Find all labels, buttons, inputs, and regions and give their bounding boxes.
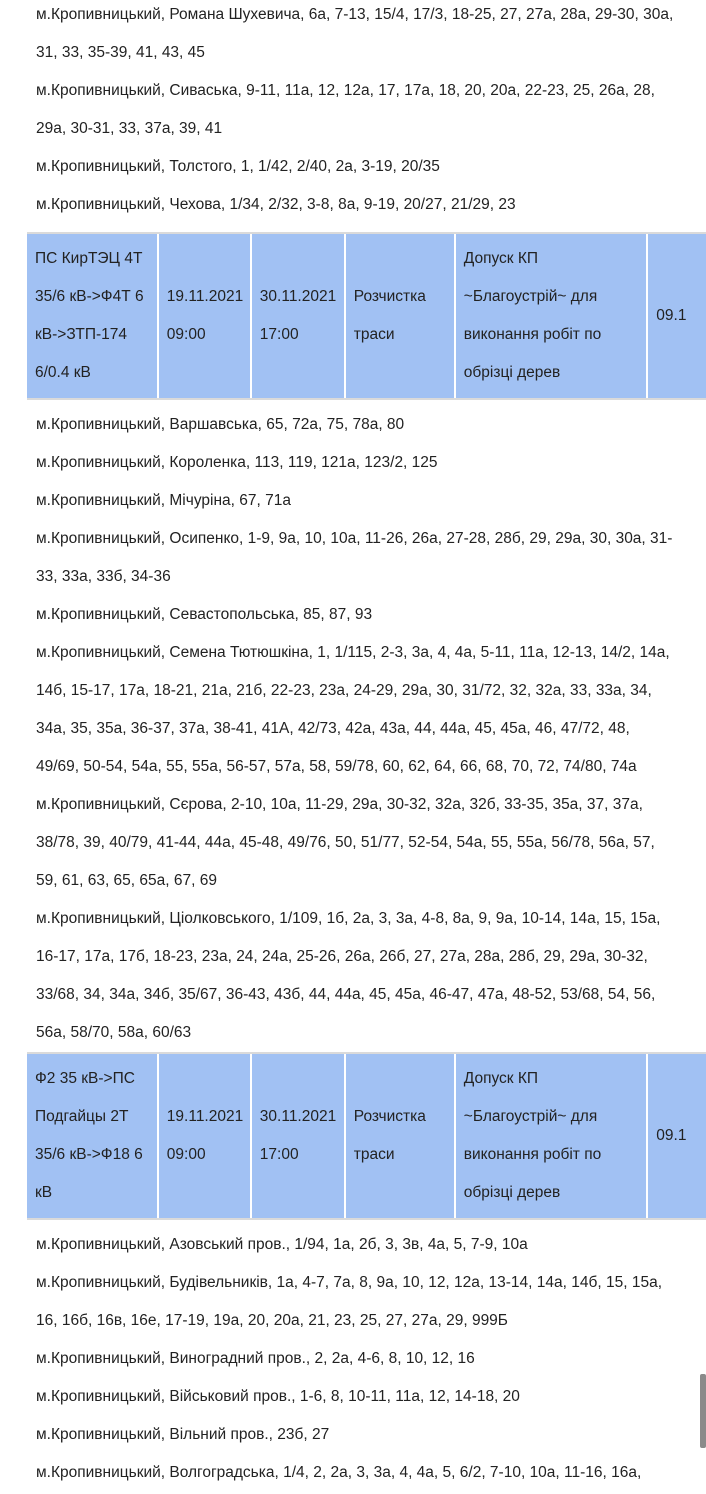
- address-item: м.Кропивницький, Ціолковського, 1/109, 1б, 2а, 3, 3а, 4-8, 8а, 9, 9а, 10-14, 14а, 15, 15а, 16-17, 17а, 17б, 18-23, 23а, 24, 24а, 25-26, 26а, 26б, 27, 27а, 28а, 28б, 29, 29а, 30-32, 33/68, 34, 34а, 34б, 35/67, 36-43, 43б, 44, 44а, 45, 45а, 46-47, 47а, 48-52, 53/68, 54, 56, 56а, 58/70, 58а, 60/63: [36, 910, 661, 1041]
- outage-type-cell: [346, 234, 456, 398]
- outage-extra: 09.1: [656, 1127, 687, 1144]
- address-item: м.Кропивницький, Варшавська, 65, 72а, 75, 78а, 80: [36, 416, 405, 433]
- outage-start: 19.11.2021 09:00: [166, 1108, 244, 1163]
- outage-start-cell: [159, 1054, 252, 1218]
- outage-reason-cell: [456, 234, 648, 398]
- outage-end: 30.11.2021 17:00: [259, 1108, 337, 1163]
- outage-end-cell: [252, 234, 346, 398]
- address-list: [0, 406, 706, 1052]
- outage-line: ПС КирТЭЦ 4Т 35/6 кВ->Ф4Т 6 кВ->ЗТП-174 6/0.4 кВ: [35, 250, 144, 381]
- address-item: м.Кропивницький, Волгоградська, 1/4, 2, 2а, 3, 3а, 4, 4а, 5, 6/2, 7-10, 10а, 11-16, 16а,: [36, 1464, 642, 1481]
- outage-end: 30.11.2021 17:00: [259, 288, 337, 343]
- outage-extra: 09.1: [656, 307, 687, 324]
- address-item: м.Кропивницький, Сиваська, 9-11, 11а, 12, 12а, 17, 17а, 18, 20, 20а, 22-23, 25, 26а, 28, 29а, 30-31, 33, 37а, 39, 41: [36, 82, 655, 137]
- address-list-top: [0, 0, 706, 224]
- outage-type: Розчистка траси: [353, 1108, 426, 1163]
- outage-reason-cell: [456, 1054, 648, 1218]
- outage-reason: Допуск КП ~Благоустрій~ для виконання робіт по обрізці дерев: [463, 1070, 602, 1201]
- outage-type: Розчистка траси: [353, 288, 426, 343]
- outage-row: [27, 232, 706, 400]
- outage-line: Ф2 35 кВ->ПС Подгайцы 2Т 35/6 кВ->Ф18 6 кВ: [35, 1070, 143, 1201]
- outage-line-cell: [27, 1054, 159, 1218]
- address-item: м.Кропивницький, Азовський пров., 1/94, 1а, 2б, 3, 3в, 4а, 5, 7-9, 10а: [36, 1236, 528, 1253]
- outage-row: [27, 1052, 706, 1220]
- outage-extra-cell: [648, 234, 706, 398]
- address-item: м.Кропивницький, Будівельників, 1а, 4-7, 7а, 8, 9а, 10, 12, 12а, 13-14, 14а, 14б, 15, 15а, 16, 16б, 16в, 16е, 17-19, 19а, 20, 20а, 21, 23, 25, 27, 27а, 29, 999Б: [36, 1274, 663, 1329]
- address-list: [0, 1226, 706, 1492]
- address-item: м.Кропивницький, Осипенко, 1-9, 9а, 10, 10а, 11-26, 26а, 27-28, 28б, 29, 29а, 30, 30а, 31-33, 33а, 33б, 34-36: [36, 530, 673, 585]
- address-item: м.Кропивницький, Романа Шухевича, 6а, 7-13, 15/4, 17/3, 18-25, 27, 27а, 28а, 29-30, 30а, 31, 33, 35-39, 41, 43, 45: [36, 6, 674, 61]
- outage-type-cell: [346, 1054, 456, 1218]
- address-item: м.Кропивницький, Мічуріна, 67, 71а: [36, 492, 291, 509]
- address-item: м.Кропивницький, Короленка, 113, 119, 121а, 123/2, 125: [36, 454, 438, 471]
- address-item: м.Кропивницький, Вільний пров., 23б, 27: [36, 1426, 330, 1443]
- outage-extra-cell: [648, 1054, 706, 1218]
- outage-start-cell: [159, 234, 252, 398]
- outage-line-cell: [27, 234, 159, 398]
- scrollbar-thumb[interactable]: [700, 1374, 706, 1448]
- address-item: м.Кропивницький, Військовий пров., 1-6, 8, 10-11, 11а, 12, 14-18, 20: [36, 1388, 520, 1405]
- address-item: м.Кропивницький, Толстого, 1, 1/42, 2/40, 2а, 3-19, 20/35: [36, 158, 440, 175]
- address-item: м.Кропивницький, Чехова, 1/34, 2/32, 3-8, 8а, 9-19, 20/27, 21/29, 23: [36, 196, 516, 213]
- outage-reason: Допуск КП ~Благоустрій~ для виконання робіт по обрізці дерев: [463, 250, 602, 381]
- address-item: м.Кропивницький, Севастопольська, 85, 87, 93: [36, 606, 373, 623]
- outage-end-cell: [252, 1054, 346, 1218]
- address-item: м.Кропивницький, Семена Тютюшкіна, 1, 1/115, 2-3, 3а, 4, 4а, 5-11, 11а, 12-13, 14/2, 14а, 14б, 15-17, 17а, 18-21, 21а, 21б, 22-23, 23а, 24-29, 29а, 30, 31/72, 32, 32а, 33, 33а, 34, 34а, 35, 35а, 36-37, 37а, 38-41, 41А, 42/73, 42а, 43а, 44, 44а, 45, 45а, 46, 47/72, 48, 49/69, 50-54, 54а, 55, 55а, 56-57, 57а, 58, 59/78, 60, 62, 64, 66, 68, 70, 72, 74/80, 74а: [36, 644, 670, 775]
- outage-start: 19.11.2021 09:00: [166, 288, 244, 343]
- address-item: м.Кропивницький, Сєрова, 2-10, 10а, 11-29, 29а, 30-32, 32а, 32б, 33-35, 35а, 37, 37а, 38/78, 39, 40/79, 41-44, 44а, 45-48, 49/76, 50, 51/77, 52-54, 54а, 55, 55а, 56/78, 56а, 57, 59, 61, 63, 65, 65а, 67, 69: [36, 796, 655, 889]
- address-item: м.Кропивницький, Виноградний пров., 2, 2а, 4-6, 8, 10, 12, 16: [36, 1350, 475, 1367]
